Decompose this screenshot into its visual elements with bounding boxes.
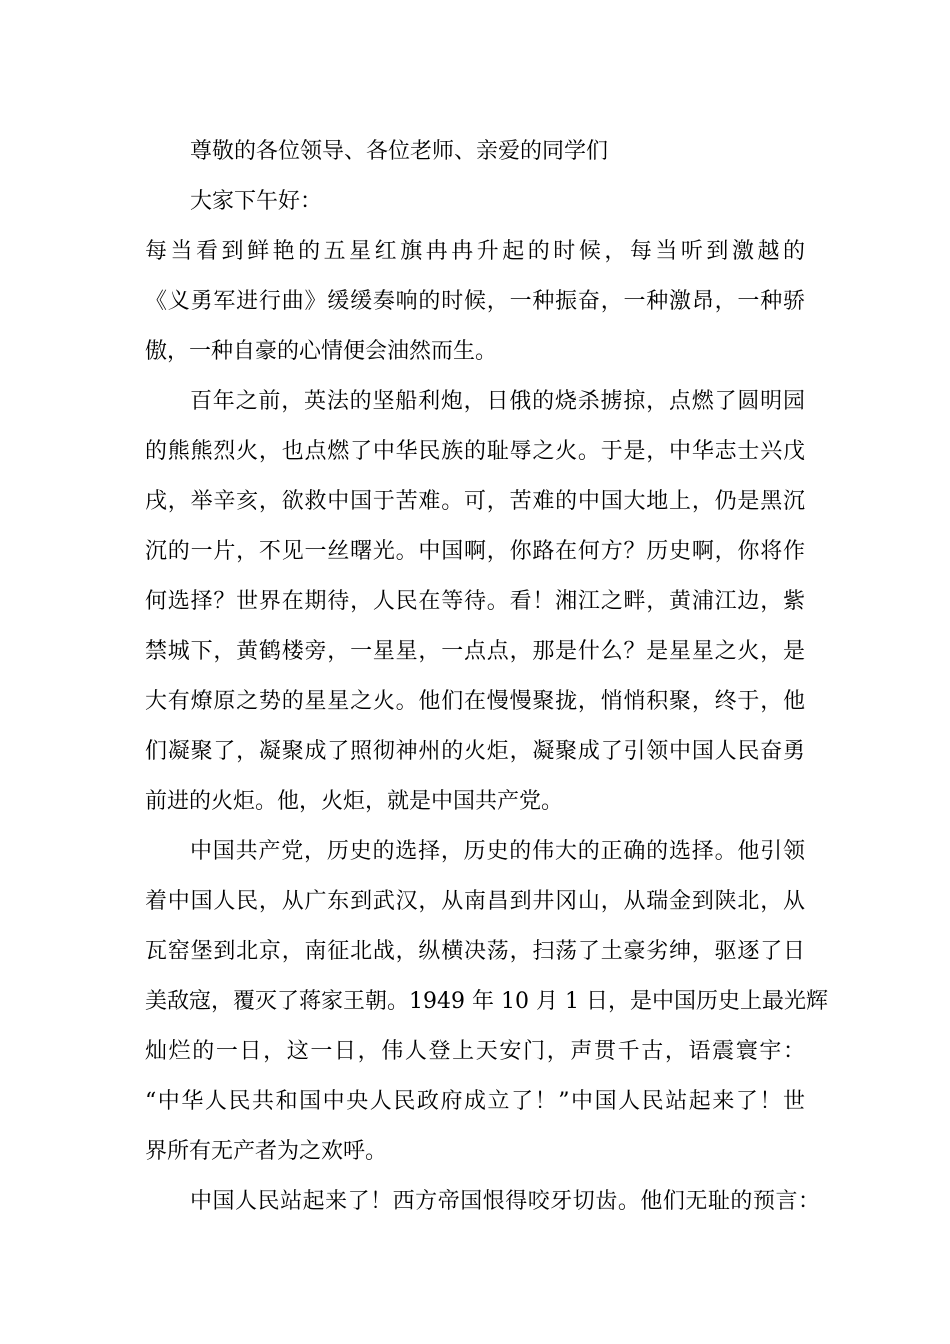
paragraph-line: “中华人民共和国中央人民政府成立了！”中国人民站起来了！世 — [145, 1089, 805, 1114]
paragraph-line: 界所有无产者为之欢呼。 — [145, 1139, 388, 1164]
paragraph-line: 瓦窑堡到北京，南征北战，纵横决荡，扫荡了土豪劣绅，驱逐了日 — [145, 939, 805, 964]
paragraph-line: 灿烂的一日，这一日，伟人登上天安门，声贯千古，语震寰宇： — [145, 1039, 805, 1064]
paragraph-line: 前进的火炬。他，火炬，就是中国共产党。 — [145, 789, 564, 814]
paragraph-line: 中国人民站起来了！西方帝国恨得咬牙切齿。他们无耻的预言： — [190, 1189, 820, 1214]
paragraph-line: 的熊熊烈火，也点燃了中华民族的耻辱之火。于是，中华志士兴戊 — [145, 439, 805, 464]
paragraph-line: 们凝聚了，凝聚成了照彻神州的火炬，凝聚成了引领中国人民奋勇 — [145, 739, 805, 764]
paragraph-line: 百年之前，英法的坚船利炮，日俄的烧杀掳掠，点燃了圆明园 — [190, 389, 805, 414]
greeting: 大家下午好： — [190, 189, 323, 214]
salutation: 尊敬的各位领导、各位老师、亲爱的同学们 — [190, 139, 609, 164]
paragraph-line: 戌，举辛亥，欲救中国于苦难。可，苦难的中国大地上，仍是黑沉 — [145, 489, 805, 514]
paragraph-line: 傲，一种自豪的心情便会油然而生。 — [145, 339, 498, 364]
paragraph-line: 禁城下，黄鹤楼旁，一星星，一点点，那是什么？是星星之火，是 — [145, 639, 805, 664]
paragraph-line: 《义勇军进行曲》缓缓奏响的时候，一种振奋，一种激昂，一种骄 — [145, 289, 805, 314]
paragraph-line: 美敌寇，覆灭了蒋家王朝。1949 年 10 月 1 日，是中国历史上最光辉 — [145, 989, 828, 1014]
paragraph-line: 中国共产党，历史的选择，历史的伟大的正确的选择。他引领 — [190, 839, 805, 864]
paragraph-line: 沉的一片，不见一丝曙光。中国啊，你路在何方？历史啊，你将作 — [145, 539, 805, 564]
paragraph-line: 大有燎原之势的星星之火。他们在慢慢聚拢，悄悄积聚，终于，他 — [145, 689, 805, 714]
paragraph-line: 着中国人民，从广东到武汉，从南昌到井冈山，从瑞金到陕北，从 — [145, 889, 805, 914]
paragraph-line: 何选择？世界在期待，人民在等待。看！湘江之畔，黄浦江边，紫 — [145, 589, 805, 614]
paragraph-line: 每当看到鲜艳的五星红旗冉冉升起的时候，每当听到激越的 — [145, 239, 805, 264]
